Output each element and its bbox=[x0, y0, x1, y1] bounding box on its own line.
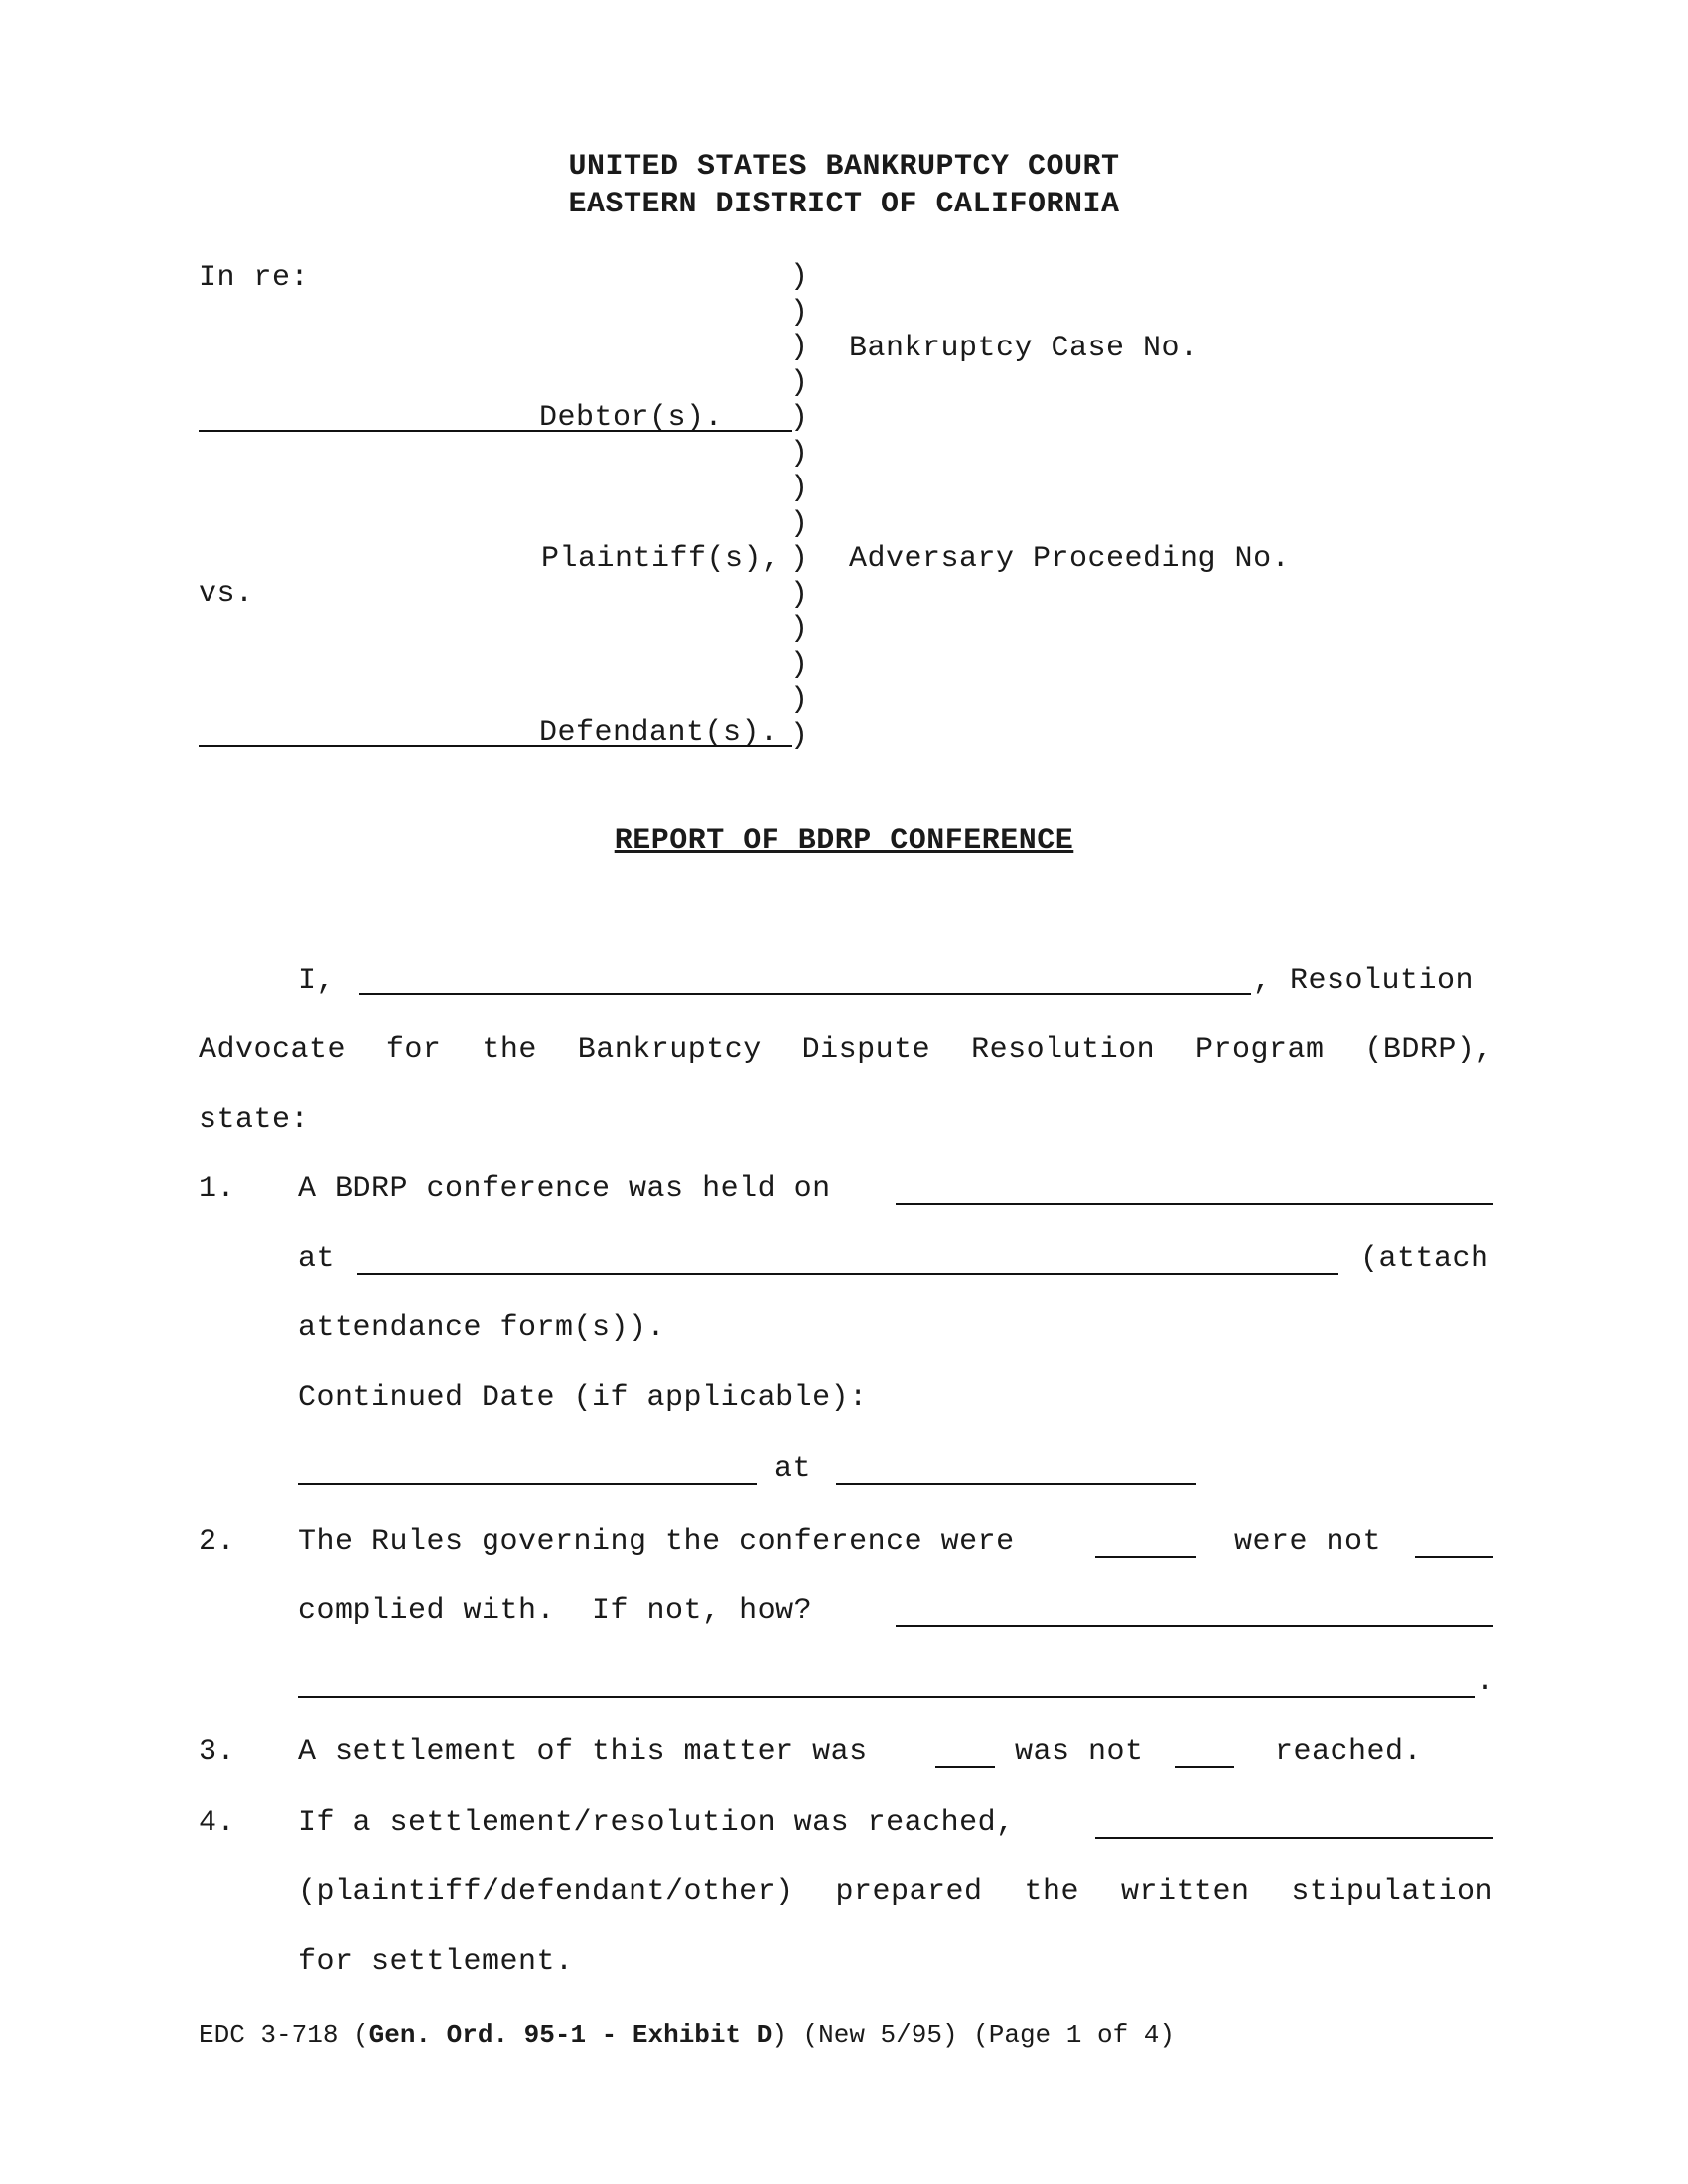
continued-date-line[interactable] bbox=[298, 1483, 757, 1485]
advocate-name-line[interactable] bbox=[359, 993, 1251, 995]
item-3-number: 3. bbox=[199, 1735, 236, 1769]
item-1-number: 1. bbox=[199, 1172, 236, 1206]
item-4-number: 4. bbox=[199, 1806, 236, 1840]
intro-word: (BDRP), bbox=[1364, 1033, 1493, 1067]
intro-word: Dispute bbox=[801, 1033, 931, 1067]
item-1-at-2: at bbox=[774, 1452, 812, 1486]
footer-order: Gen. Ord. 95-1 - Exhibit D bbox=[368, 2020, 773, 2050]
item-1-at: at bbox=[298, 1242, 336, 1276]
item-4-word: prepared bbox=[835, 1875, 983, 1909]
defendant-label: Defendant(s). bbox=[539, 716, 778, 750]
item-4-word: the bbox=[1024, 1875, 1080, 1909]
item-1-held-on: A BDRP conference was held on bbox=[298, 1172, 831, 1206]
intro-word: the bbox=[482, 1033, 537, 1067]
how-line-1[interactable] bbox=[896, 1625, 1493, 1627]
debtor-label: Debtor(s). bbox=[539, 401, 724, 435]
intro-word: Program bbox=[1196, 1033, 1325, 1067]
settlement-was-line[interactable] bbox=[935, 1766, 995, 1768]
debtor-line[interactable] bbox=[199, 430, 792, 432]
intro-i: I, bbox=[298, 964, 336, 998]
caption-parens: ) ) ) ) ) ) ) ) ) ) ) ) ) ) bbox=[790, 260, 809, 752]
item-4-line-2 bbox=[298, 1874, 1493, 1910]
footer-form-no: EDC 3-718 ( bbox=[199, 2020, 369, 2050]
item-4-if-settlement: If a settlement/resolution was reached, bbox=[298, 1806, 1015, 1840]
intro-word: Resolution bbox=[971, 1033, 1156, 1067]
item-2-number: 2. bbox=[199, 1525, 236, 1559]
intro-resolution: , Resolution bbox=[1253, 964, 1475, 998]
item-3-reached: reached. bbox=[1275, 1735, 1423, 1769]
footer bbox=[199, 2019, 1175, 2051]
item-3-settlement: A settlement of this matter was bbox=[298, 1735, 868, 1769]
intro-word: for bbox=[385, 1033, 442, 1067]
item-4-for-settlement: for settlement. bbox=[298, 1945, 574, 1979]
conference-location-line[interactable] bbox=[357, 1273, 1338, 1275]
intro-word: Advocate bbox=[199, 1033, 347, 1067]
court-name: UNITED STATES BANKRUPTCY COURT bbox=[568, 150, 1120, 184]
intro-word: Bankruptcy bbox=[577, 1033, 762, 1067]
item-2-rules: The Rules governing the conference were bbox=[298, 1525, 1015, 1559]
rules-were-line[interactable] bbox=[1095, 1556, 1196, 1558]
defendant-line[interactable] bbox=[199, 745, 792, 747]
item-1-attach: (attach bbox=[1360, 1242, 1489, 1276]
footer-rest: ) (New 5/95) (Page 1 of 4) bbox=[772, 2020, 1175, 2050]
item-3-was-not: was not bbox=[1015, 1735, 1144, 1769]
item-1-attendance: attendance form(s)). bbox=[298, 1311, 666, 1345]
vs-label: vs. bbox=[199, 577, 254, 611]
district-name: EASTERN DISTRICT OF CALIFORNIA bbox=[568, 188, 1120, 221]
intro-line-2 bbox=[199, 1032, 1493, 1068]
preparer-line[interactable] bbox=[1095, 1837, 1493, 1839]
bankruptcy-case-no-label: Bankruptcy Case No. bbox=[849, 332, 1198, 365]
settlement-was-not-line[interactable] bbox=[1175, 1766, 1234, 1768]
rules-were-not-line[interactable] bbox=[1415, 1556, 1493, 1558]
report-title-row bbox=[0, 824, 1688, 858]
how-line-2[interactable] bbox=[298, 1696, 1475, 1698]
adversary-proceeding-no-label: Adversary Proceeding No. bbox=[849, 542, 1291, 576]
in-re-label: In re: bbox=[199, 261, 310, 295]
item-1-continued: Continued Date (if applicable): bbox=[298, 1381, 868, 1415]
intro-state: state: bbox=[199, 1103, 310, 1137]
plaintiff-label: Plaintiff(s), bbox=[541, 542, 780, 576]
item-2-were-not: were not bbox=[1234, 1525, 1382, 1559]
item-2-period: . bbox=[1477, 1665, 1495, 1699]
item-4-word: stipulation bbox=[1291, 1875, 1493, 1909]
continued-location-line[interactable] bbox=[836, 1483, 1196, 1485]
item-4-word: written bbox=[1120, 1875, 1250, 1909]
conference-date-line[interactable] bbox=[896, 1203, 1493, 1205]
report-title: REPORT OF BDRP CONFERENCE bbox=[614, 824, 1074, 858]
item-4-word: (plaintiff/defendant/other) bbox=[298, 1875, 794, 1909]
item-2-complied: complied with. If not, how? bbox=[298, 1594, 813, 1628]
